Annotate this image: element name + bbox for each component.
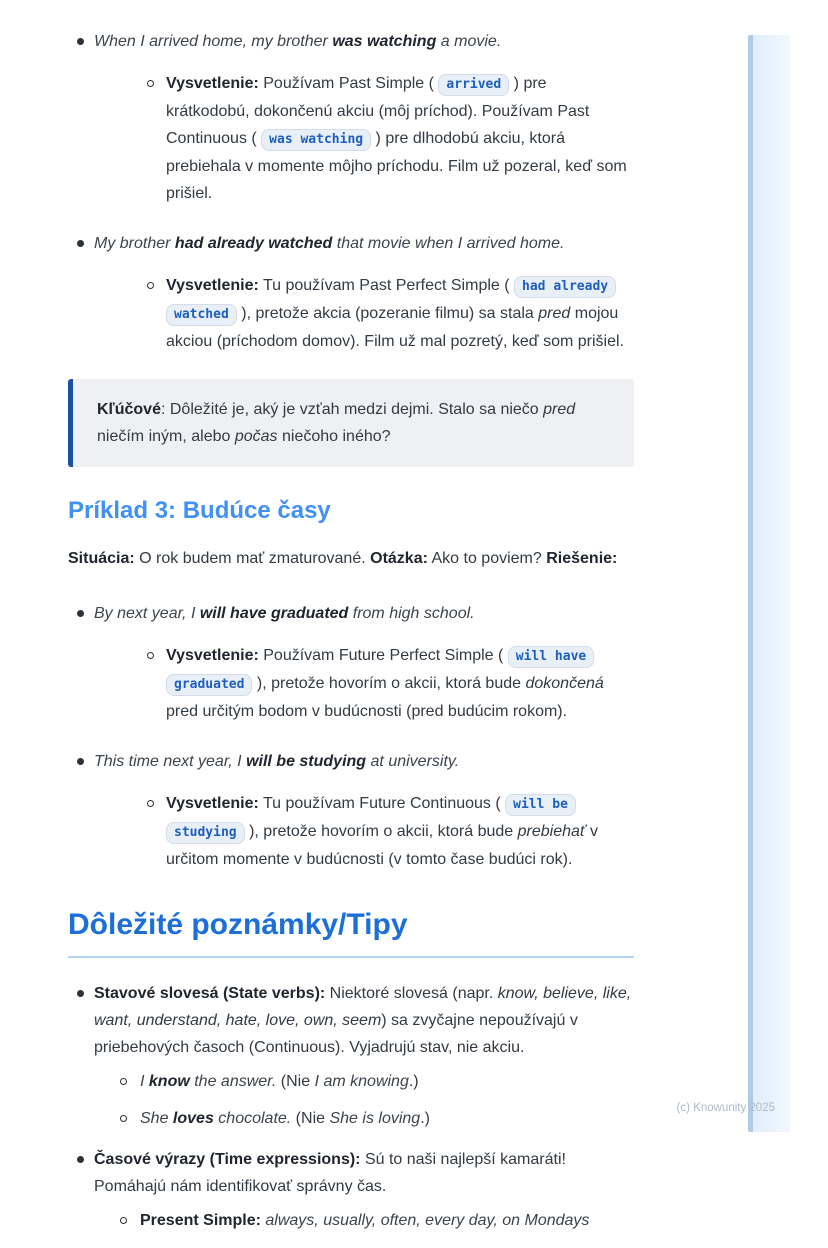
explanation-body: Tu používam Future Continuous (	[258, 795, 506, 812]
sentence-text: chocolate.	[213, 1110, 292, 1127]
explanation-list	[94, 272, 634, 355]
list-item	[68, 28, 634, 207]
list-item	[68, 600, 634, 725]
sentence-text: I	[140, 1073, 149, 1090]
note-example	[140, 1110, 430, 1127]
explanation-text	[166, 277, 624, 350]
section-heading-priklad-3: Príklad 3: Budúce časy	[68, 497, 331, 524]
solution-label: Riešenie:	[546, 550, 618, 567]
explanation-body: v určitom momente v budúcnosti (v tomto čase budúci rok).	[166, 823, 599, 868]
sentence-text: She	[140, 1110, 173, 1127]
explanation-label: Vysvetlenie:	[166, 647, 259, 664]
list-item	[94, 1105, 634, 1132]
time-expressions: always, usually, often, every day, on Mondays	[265, 1212, 590, 1229]
sentence-text: When I arrived home, my brother	[94, 33, 333, 50]
example-sentence	[94, 605, 475, 622]
explanation-body: Používam Future Perfect Simple (	[258, 647, 508, 664]
circle-bullet-icon	[147, 800, 154, 807]
sentence-text: This time next year, I	[94, 753, 247, 770]
code-chip: was watching	[261, 129, 371, 151]
plain-text: (Nie	[291, 1110, 330, 1127]
sentence-highlight: had already watched	[174, 235, 333, 252]
explanation-body: pred určitým bodom v budúcnosti (pred budúcim rokom).	[166, 703, 568, 720]
list-item	[94, 272, 634, 355]
example-sentence	[94, 33, 501, 50]
emphasis-word: pred	[538, 305, 571, 322]
plain-text: (Nie	[276, 1073, 315, 1090]
sentence-highlight: will be studying	[246, 753, 367, 770]
sentence-highlight: was watching	[332, 33, 437, 50]
callout-label: Kľúčové	[97, 401, 161, 418]
circle-bullet-icon	[147, 80, 154, 87]
bullet-icon	[77, 240, 84, 247]
note-example-list	[94, 1207, 634, 1234]
note-body: Sú to naši najlepší kamaráti! Pomáhajú nám identifikovať správny čas.	[94, 1151, 566, 1195]
explanation-body: Tu používam Past Perfect Simple (	[258, 277, 515, 294]
sentence-text: that movie when I arrived home.	[332, 235, 565, 252]
callout-text	[97, 401, 575, 445]
explanation-label: Vysvetlenie:	[166, 75, 259, 92]
callout-body: niečoho iného?	[277, 428, 391, 445]
explanation-body: ) pre krátkodobú, dokončenú akciu (môj príchod). Používam Past Continuous (	[166, 75, 590, 147]
situation-text: O rok budem mať zmaturované.	[134, 550, 371, 567]
circle-bullet-icon	[120, 1217, 127, 1224]
question-label: Otázka:	[370, 550, 428, 567]
note-body: ) sa zvyčajne nepoužívajú v priebehových časoch (Continuous). Vyjadrujú stav, nie akciu.	[94, 1012, 578, 1056]
example-sentence	[94, 753, 459, 770]
explanation-label: Vysvetlenie:	[166, 795, 259, 812]
explanation-body: ), pretože hovorím o akcii, ktorá bude	[244, 823, 518, 840]
example-sentence	[94, 235, 564, 252]
list-item	[68, 230, 634, 355]
list-item	[94, 1207, 634, 1234]
list-item	[94, 642, 634, 725]
sentence-text: from high school.	[348, 605, 475, 622]
sentence-highlight: loves	[172, 1110, 214, 1127]
list-item	[94, 1068, 634, 1095]
bullet-icon	[77, 758, 84, 765]
callout-body: niečím iným, alebo	[97, 428, 235, 445]
list-item	[68, 748, 634, 873]
note-label: Stavové slovesá (State verbs):	[94, 985, 326, 1002]
document-content	[68, 28, 634, 1248]
emphasis-word: prebiehať	[517, 823, 586, 840]
bullet-icon	[77, 1156, 84, 1163]
tense-label: Present Simple:	[140, 1212, 261, 1229]
circle-bullet-icon	[120, 1115, 127, 1122]
list-item	[68, 1146, 634, 1234]
circle-bullet-icon	[147, 652, 154, 659]
list-item	[94, 70, 634, 207]
situation-label: Situácia:	[68, 550, 135, 567]
code-chip: will have graduated	[166, 646, 594, 696]
explanation-body: ) pre dlhodobú akciu, ktorá prebiehala v momente môjho príchodu. Film už pozeral, keď som prišiel.	[166, 130, 627, 202]
explanation-body: ), pretože hovorím o akcii, ktorá bude	[252, 675, 526, 692]
code-chip: had already watched	[166, 276, 616, 326]
scrollbar[interactable]	[748, 35, 790, 1132]
circle-bullet-icon	[147, 282, 154, 289]
code-chip: arrived	[438, 74, 509, 96]
note-text	[94, 1151, 566, 1195]
sentence-text: By next year, I	[94, 605, 200, 622]
sentence-text: a movie.	[436, 33, 502, 50]
explanation-list	[94, 790, 634, 873]
note-label: Časové výrazy (Time expressions):	[94, 1151, 361, 1168]
sentence-text: My brother	[94, 235, 175, 252]
emphasis-word: počas	[234, 428, 278, 445]
bullet-icon	[77, 38, 84, 45]
list-item	[94, 790, 634, 873]
note-text	[94, 985, 631, 1056]
sentence-text: She is loving	[329, 1110, 421, 1127]
code-chip: will be studying	[166, 794, 576, 844]
note-example-list	[94, 1068, 634, 1132]
explanation-body: Používam Past Simple (	[258, 75, 439, 92]
key-callout	[68, 379, 634, 467]
explanation-text	[166, 795, 598, 868]
callout-body: : Dôležité je, aký je vzťah medzi dejmi. Stalo sa niečo	[160, 401, 544, 418]
note-example	[140, 1073, 419, 1090]
circle-bullet-icon	[120, 1078, 127, 1085]
footer-credit: (c) Knowunity 2025	[676, 1102, 775, 1114]
note-body: Niektoré slovesá (napr.	[325, 985, 498, 1002]
situation-line	[68, 545, 634, 572]
plain-text: .)	[408, 1073, 419, 1090]
sentence-highlight: know	[148, 1073, 190, 1090]
bullet-icon	[77, 990, 84, 997]
explanation-body: ), pretože akcia (pozeranie filmu) sa stala	[236, 305, 539, 322]
plain-text: .)	[420, 1110, 430, 1127]
sentence-highlight: will have graduated	[199, 605, 349, 622]
explanation-label: Vysvetlenie:	[166, 277, 259, 294]
explanation-list	[94, 70, 634, 207]
situation-text: Ako to poviem?	[427, 550, 547, 567]
list-item	[68, 980, 634, 1132]
emphasis-word: pred	[543, 401, 576, 418]
emphasis-word: dokončená	[525, 675, 604, 692]
explanation-list	[94, 642, 634, 725]
notes-list	[68, 980, 634, 1234]
explanation-text	[166, 647, 604, 720]
explanation-body: mojou akciou (príchodom domov). Film už mal pozretý, keď som prišiel.	[166, 305, 624, 350]
note-example	[140, 1212, 589, 1229]
sentence-text: I am knowing	[314, 1073, 409, 1090]
sentence-text: the answer.	[189, 1073, 277, 1090]
explanation-text	[166, 75, 627, 202]
emphasis-words: know, believe, like, want, understand, hate, love, own, seem	[94, 985, 632, 1029]
section-heading-tipy: Dôležité poznámky/Tipy	[68, 907, 634, 958]
sentence-text: at university.	[366, 753, 460, 770]
bullet-icon	[77, 610, 84, 617]
example-list-future	[68, 600, 634, 873]
example-list-past	[68, 28, 634, 355]
